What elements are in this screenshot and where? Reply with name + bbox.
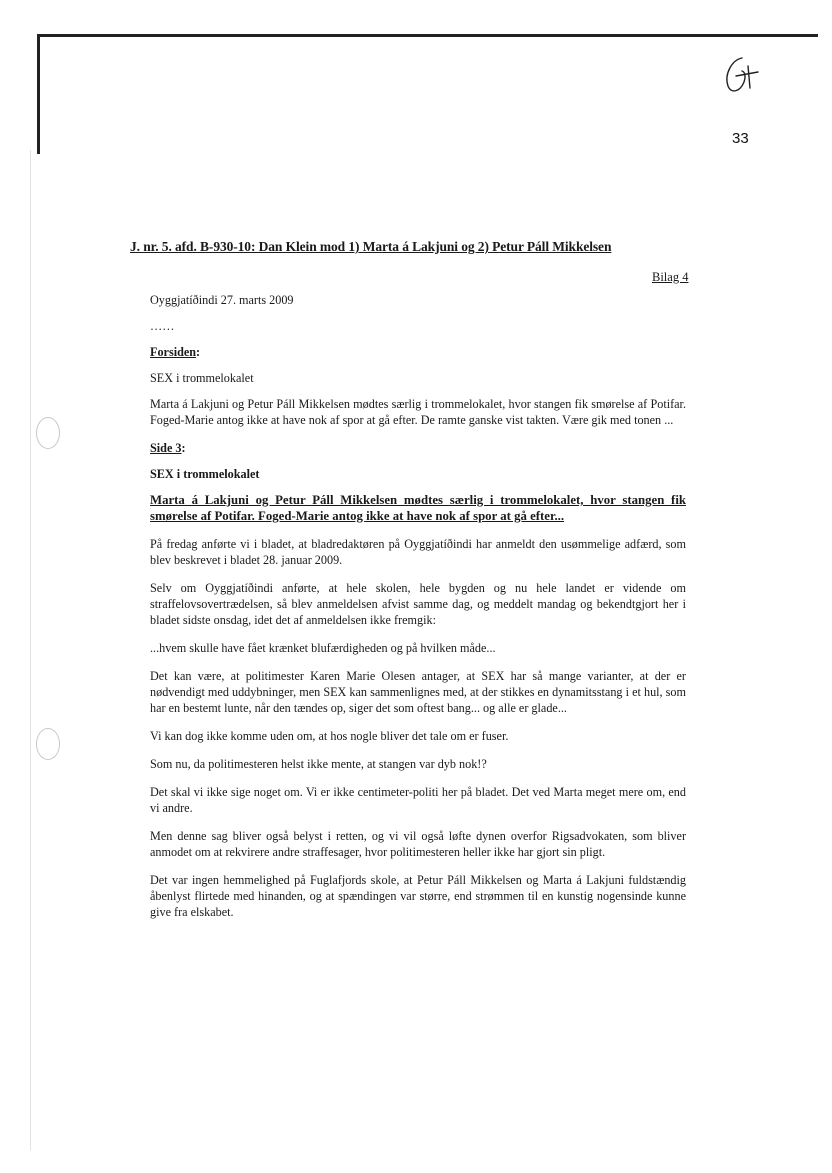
source-line: Oyggjatíðindi 27. marts 2009 <box>150 293 294 307</box>
page3-colon: : <box>181 441 186 455</box>
bilag-label: Bilag 4 <box>652 270 689 284</box>
page3-headline: SEX i trommelokalet <box>150 467 260 481</box>
paragraph: På fredag anførte vi i bladet, at bladredaktøren på Oyggjatíðindi har anmeldt den usømmelige adfærd, som blev beskrevet i bladet 28. januar 2009. <box>150 537 686 567</box>
punch-hole-icon <box>36 417 60 449</box>
document-body <box>150 292 686 932</box>
front-page-headline: SEX i trommelokalet <box>150 371 254 385</box>
page-number: 33 <box>732 130 749 147</box>
scan-border-left <box>37 34 40 154</box>
front-page-label-text: Forsiden <box>150 345 197 359</box>
front-page-text: Marta á Lakjuni og Petur Páll Mikkelsen mødtes særlig i trommelokalet, hvor stangen fik smørelse af Potifar. Foged-Marie antog ikke at have nok af spor at gå efter. De ramte ganske vist takten. Være gik med tonen ... <box>150 397 686 427</box>
paragraph: Vi kan dog ikke komme uden om, at hos nogle bliver det tale om er fuser. <box>150 729 509 743</box>
paragraph: Selv om Oyggjatíðindi anførte, at hele skolen, hele bygden og nu hele landet er vidende om straffelovsovertrædelsen, så blev anmeldelsen afvist samme dag, og meddelt mandag og bekendtgjort her i bladet sidste onsdag, idet det af anmeldelsen ikke fremgik: <box>150 581 686 627</box>
scan-border-top <box>38 34 818 37</box>
page3-lead: Marta á Lakjuni og Petur Páll Mikkelsen mødtes særlig i trommelokalet, hvor stangen fik smørelse af Potifar. Foged-Marie antog ikke at have nok af spor at gå efter... <box>150 493 686 523</box>
paragraph: Det skal vi ikke sige noget om. Vi er ikke centimeter-politi her på bladet. Det ved Marta meget mere om, end vi andre. <box>150 785 686 815</box>
punch-hole-icon <box>36 728 60 760</box>
handwritten-mark <box>718 52 778 101</box>
ellipsis-line: …… <box>150 319 175 333</box>
paragraph: Men denne sag bliver også belyst i retten, og vi vil også løfte dynen overfor Rigsadvokaten, som bliver anmodet om at rekvirere andre straffesager, hvor politimesteren heller ikke har gjort sin pligt. <box>150 829 686 859</box>
front-page-colon: : <box>196 345 201 359</box>
page3-label <box>150 440 686 456</box>
front-page-label <box>150 344 686 360</box>
paragraph: ...hvem skulle have fået krænket blufærdigheden og på hvilken måde... <box>150 641 496 655</box>
paragraph: Som nu, da politimesteren helst ikke mente, at stangen var dyb nok!? <box>150 757 487 771</box>
page3-label-text: Side 3 <box>150 441 182 455</box>
scan-edge-line <box>30 150 31 1150</box>
case-heading: J. nr. 5. afd. B-930-10: Dan Klein mod 1) Marta á Lakjuni og 2) Petur Páll Mikkelsen <box>130 239 612 254</box>
paragraph: Det var ingen hemmelighed på Fuglafjords skole, at Petur Páll Mikkelsen og Marta á Lakjuni fuldstændig åbenlyst flirtede med hinanden, og at spændingen var større, end strømmen til en kunstig nogensinde kunne give fra elskabet. <box>150 873 686 919</box>
paragraph: Det kan være, at politimester Karen Marie Olesen antager, at SEX har så mange varianter, at der er nødvendigt med uddybninger, men SEX kan sammenlignes med, at der stikkes en dynamitsstang i et hul, som har en bestemt lunte, når den tændes op, siger det som oftest bang... og alle er glade... <box>150 669 686 715</box>
